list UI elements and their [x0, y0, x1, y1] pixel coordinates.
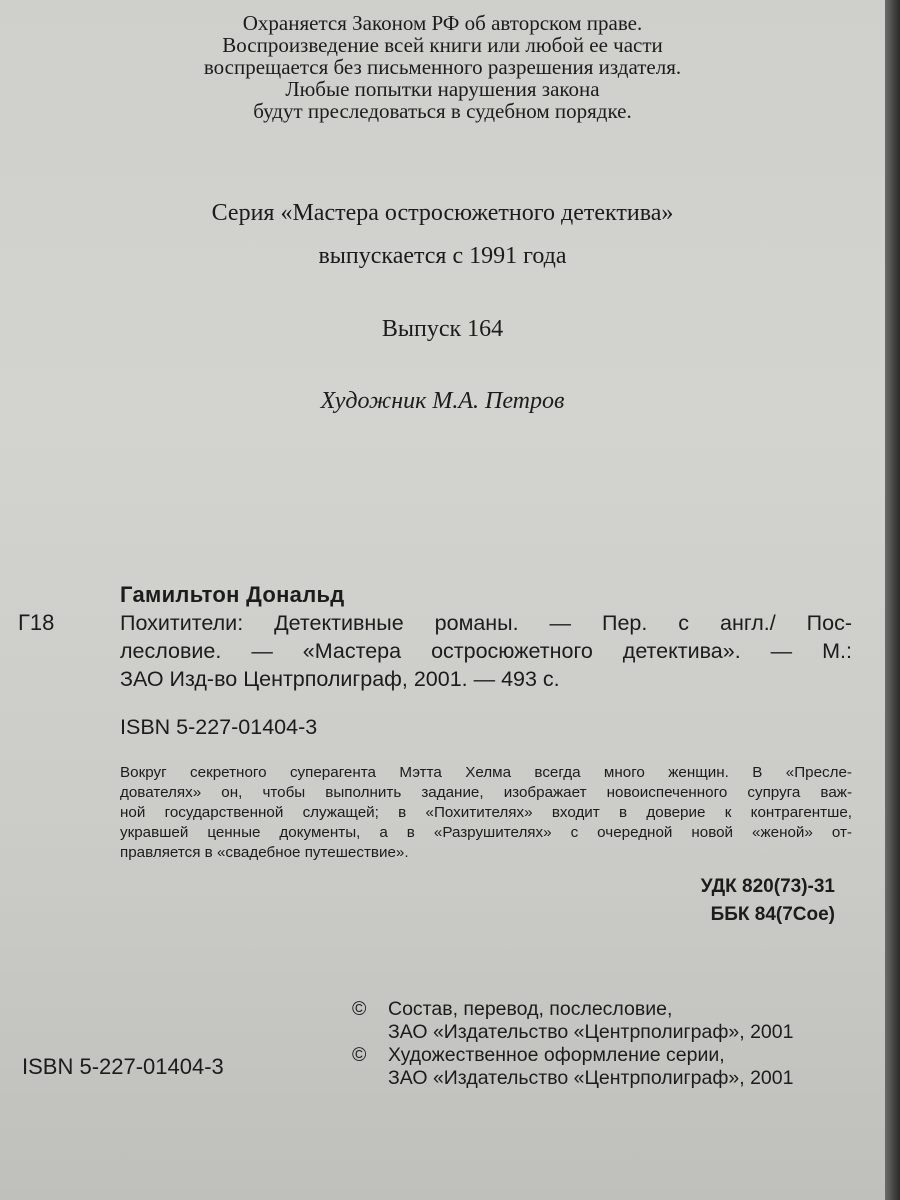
- annotation-line: дователях» он, чтобы выполнить задание, изображает новоиспеченного супруга важ-: [120, 784, 852, 801]
- udk-code: УДК 820(73)-31: [700, 876, 835, 897]
- copyright-icon: ©: [352, 998, 367, 1020]
- isbn-bottom: ISBN 5-227-01404-3: [22, 1054, 224, 1079]
- description-line: лесловие. — «Мастера остросюжетного детектива». — М.:: [120, 639, 852, 663]
- series-since: выпускается с 1991 года: [318, 243, 567, 269]
- copyright-block: [352, 998, 852, 1090]
- page-edge-shadow: [885, 0, 900, 1200]
- catalog-code: Г18: [18, 610, 55, 635]
- notice-line: Воспроизведение всей книги или любой ее части: [222, 33, 663, 57]
- annotation-line: правляется в «свадебное путешествие».: [120, 844, 409, 861]
- issue-number: Выпуск 164: [381, 316, 504, 342]
- copyright-entry: [352, 1044, 852, 1090]
- notice-line: Охраняется Законом РФ об авторском праве.: [242, 11, 643, 35]
- catalog-author: Гамильтон Дональд: [120, 582, 345, 607]
- annotation-line: ной государственной служащей; в «Похитителях» входит в доверие к контрагентше,: [120, 804, 852, 821]
- description-line: Похитители: Детективные романы. — Пер. с англ./ Пос-: [120, 611, 852, 635]
- catalog-description: [120, 609, 852, 693]
- book-annotation: [120, 763, 852, 863]
- copyright-notice: [0, 12, 885, 122]
- catalog-isbn: ISBN 5-227-01404-3: [120, 715, 318, 739]
- bbk-code: ББК 84(7Сое): [710, 904, 835, 925]
- annotation-line: укравшей ценные документы, а в «Разрушителях» с очередной новой «женой» от-: [120, 824, 852, 841]
- copyright-line: Художественное оформление серии,: [388, 1044, 725, 1066]
- copyright-line: Состав, перевод, послесловие,: [388, 998, 673, 1020]
- notice-line: будут преследоваться в судебном порядке.: [253, 99, 632, 123]
- annotation-line: Вокруг секретного суперагента Мэтта Хелма всегда много женщин. В «Пресле-: [120, 764, 852, 781]
- notice-line: Любые попытки нарушения закона: [285, 77, 600, 101]
- series-title: Серия «Мастера остросюжетного детектива»: [211, 200, 674, 226]
- copyright-icon: ©: [352, 1044, 367, 1066]
- copyright-entry: [352, 998, 852, 1044]
- notice-line: воспрещается без письменного разрешения издателя.: [203, 55, 682, 79]
- artist-credit: Художник М.А. Петров: [320, 388, 565, 414]
- description-line: ЗАО Изд-во Центрполиграф, 2001. — 493 с.: [120, 667, 560, 691]
- copyright-line: ЗАО «Издательство «Центрполиграф», 2001: [388, 1067, 794, 1089]
- copyright-line: ЗАО «Издательство «Центрполиграф», 2001: [388, 1021, 794, 1043]
